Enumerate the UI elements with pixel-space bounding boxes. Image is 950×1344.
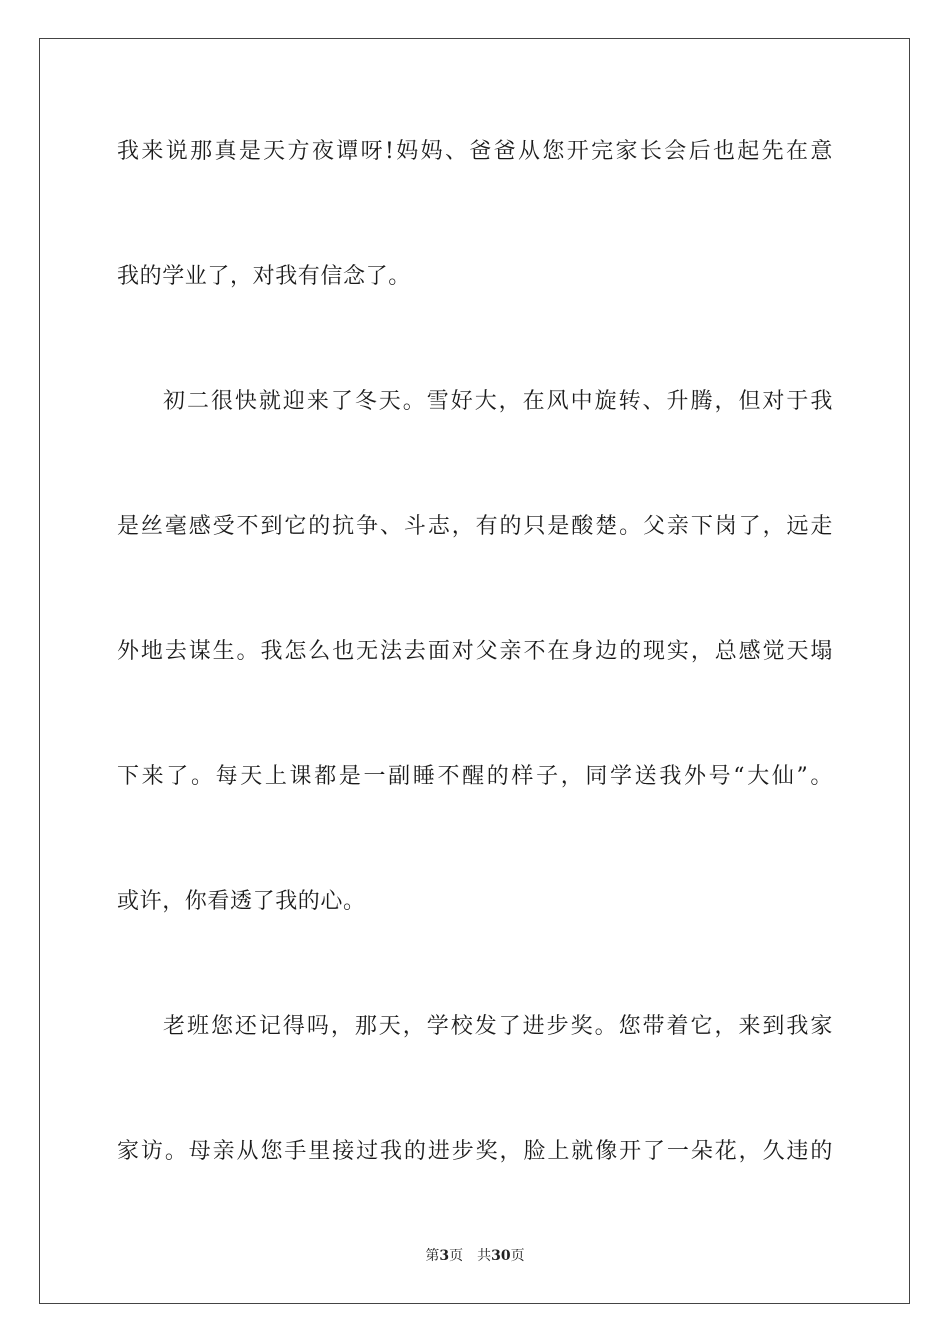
page-footer: [0, 1247, 950, 1265]
paragraph-line: 外地去谋生。我怎么也无法去面对父亲不在身边的现实，总感觉天塌: [117, 639, 833, 664]
paragraph-line: 家访。母亲从您手里接过我的进步奖，脸上就像开了一朵花，久违的: [117, 1139, 833, 1164]
paragraph-line: 我来说那真是天方夜谭呀!妈妈、爸爸从您开完家长会后也起先在意: [117, 139, 833, 164]
total-suffix: 页: [510, 1248, 525, 1264]
page-total: 30: [491, 1248, 511, 1264]
paragraph-line: 是丝毫感受不到它的抗争、斗志，有的只是酸楚。父亲下岗了，远走: [117, 514, 833, 539]
paragraph-line: 我的学业了，对我有信念了。: [117, 264, 411, 289]
total-prefix: 共: [477, 1248, 492, 1264]
paragraph-line: 老班您还记得吗，那天，学校发了进步奖。您带着它，来到我家: [163, 1014, 833, 1039]
page-border: [39, 38, 910, 1304]
paragraph-line: 下来了。每天上课都是一副睡不醒的样子，同学送我外号“大仙”。: [117, 764, 833, 789]
paragraph-line: 或许，你看透了我的心。: [117, 889, 366, 914]
page-prefix: 第: [425, 1248, 440, 1264]
page-suffix: 页: [449, 1248, 464, 1264]
page-number: 3: [439, 1248, 450, 1264]
paragraph-line: 初二很快就迎来了冬天。雪好大，在风中旋转、升腾，但对于我: [163, 389, 833, 414]
